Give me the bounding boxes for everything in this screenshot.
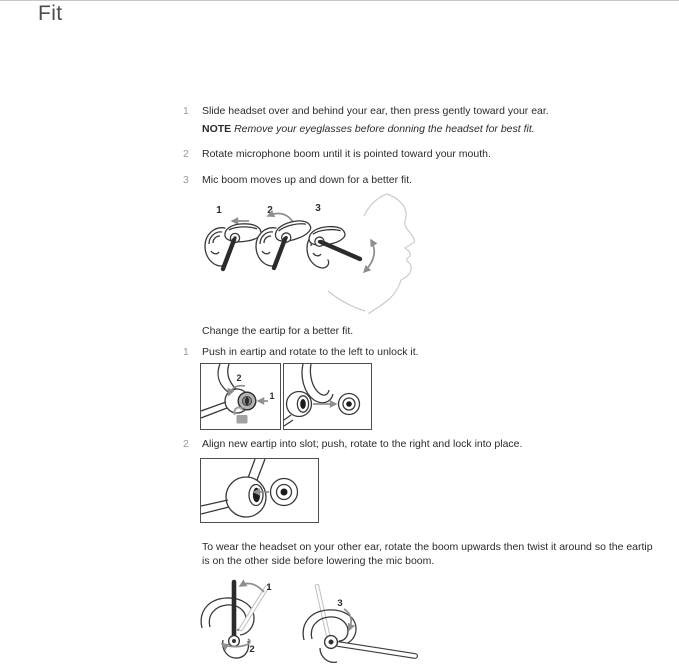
top-divider	[0, 0, 679, 1]
figure-step-label: 3	[337, 598, 343, 609]
figure-step-label: 2	[236, 373, 242, 383]
headset-eartip-illustration	[201, 364, 256, 418]
other-ear-paragraph: To wear the headset on your other ear, rotate the boom upwards then twist it around so the eartip is on the other side before lowering the mic boom.	[202, 541, 653, 568]
step-row	[183, 105, 665, 137]
up-down-arrow-icon	[364, 240, 374, 272]
step-text	[202, 105, 549, 137]
face-profile-outline	[328, 194, 415, 314]
figure-step-label: 2	[267, 205, 273, 216]
remove-panel	[283, 363, 372, 430]
ear-step3-illustration	[307, 225, 360, 268]
headset-slot-illustration	[284, 364, 333, 426]
step-number: 2	[183, 438, 189, 450]
figure-step-label: 3	[315, 203, 321, 214]
step-row	[183, 148, 665, 162]
note-label: NOTE	[202, 122, 232, 135]
eartip-icon	[339, 394, 360, 415]
rotate-arrow-icon	[268, 214, 293, 222]
step-number: 1	[183, 346, 189, 358]
headset-slot-illustration	[201, 459, 266, 517]
insert-panel	[200, 458, 319, 523]
step-text: Push in eartip and rotate to the left to unlock it.	[202, 346, 419, 358]
step-row	[183, 438, 665, 452]
headset-boom-down-illustration	[303, 586, 415, 662]
ear-step1-illustration	[205, 224, 261, 269]
step-text: Rotate microphone boom until it is pointed toward your mouth.	[202, 148, 491, 160]
step-text-main: Slide headset over and behind your ear, then press gently toward your ear.	[202, 105, 549, 117]
figure-step-label: 1	[266, 582, 272, 593]
step-number: 1	[183, 105, 189, 117]
step-number: 3	[183, 174, 189, 186]
step-row	[183, 174, 665, 188]
eartip-icon	[271, 479, 298, 506]
note-line	[202, 123, 549, 137]
figure-step-label: 2	[249, 644, 255, 655]
fit-diagram	[200, 190, 420, 314]
ear-step2-illustration	[256, 218, 313, 268]
swap-diagram	[197, 577, 422, 667]
note-text: Remove your eyeglasses before donning the headset for best fit.	[234, 122, 535, 135]
page-title: Fit	[38, 2, 63, 25]
figure-step-label: 1	[269, 391, 275, 401]
eartip-intro: Change the eartip for a better fit.	[202, 325, 354, 337]
step-text: Align new eartip into slot; push, rotate to the right and lock into place.	[202, 438, 523, 450]
step-number: 2	[183, 148, 189, 160]
unlock-panel	[200, 363, 281, 430]
step-text: Mic boom moves up and down for a better fit.	[202, 174, 413, 186]
step-row	[183, 346, 665, 360]
figure-step-label: 1	[216, 205, 222, 216]
rotate-up-arrow-icon	[240, 584, 264, 592]
